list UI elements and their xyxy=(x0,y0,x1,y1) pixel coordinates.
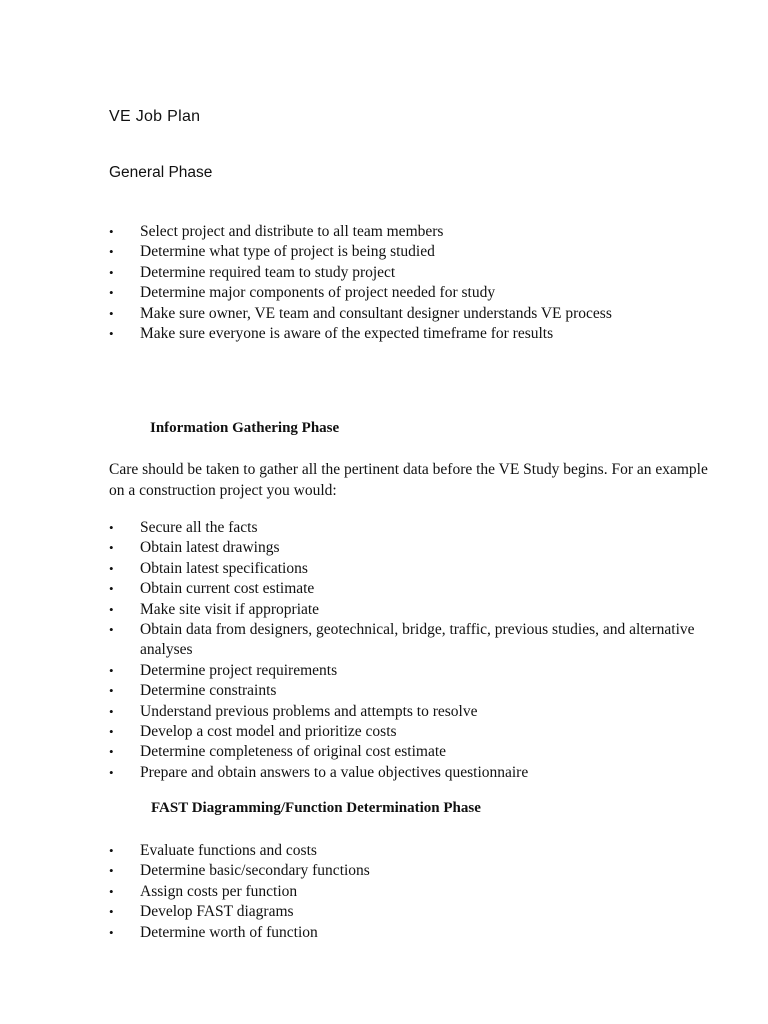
bullet-icon: • xyxy=(109,683,114,699)
bullet-icon: • xyxy=(109,305,114,321)
list-item-text: Secure all the facts xyxy=(140,519,258,536)
list-item-text: Make sure everyone is aware of the expected timeframe for results xyxy=(140,325,554,343)
bullet-icon: • xyxy=(109,264,114,280)
list-item-text: Assign costs per function xyxy=(140,882,298,900)
list-item xyxy=(108,661,700,681)
bullet-icon: • xyxy=(109,662,114,678)
list-item-text: Evaluate functions and costs xyxy=(140,842,317,859)
bullet-icon: • xyxy=(109,601,114,617)
list-item xyxy=(108,283,700,303)
bullet-icon: • xyxy=(109,764,114,780)
list-item-text: Prepare and obtain answers to a value objectives questionnaire xyxy=(140,763,529,781)
list-item-text: Make sure owner, VE team and consultant designer understands VE process xyxy=(140,304,612,322)
list-item-text: Obtain data from designers, geotechnical, bridge, traffic, previous studies, and alternative analyses xyxy=(140,621,695,659)
list-item xyxy=(108,620,700,661)
list-item xyxy=(108,538,700,558)
information-phase-intro: Care should be taken to gather all the pertinent data before the VE Study begins. For an example on a construction project you would: xyxy=(109,461,708,499)
bullet-icon: • xyxy=(109,244,114,260)
information-phase-list xyxy=(108,518,700,783)
list-item xyxy=(108,722,700,742)
list-item xyxy=(108,742,700,762)
list-item xyxy=(108,923,700,943)
list-item xyxy=(108,763,700,783)
bullet-icon: • xyxy=(109,285,114,301)
list-item-text: Determine what type of project is being studied xyxy=(140,243,435,261)
list-item-text: Make site visit if appropriate xyxy=(140,600,320,618)
general-phase-list xyxy=(108,222,700,344)
list-item-text: Determine project requirements xyxy=(140,661,338,679)
list-item xyxy=(108,600,700,620)
list-item xyxy=(108,559,700,579)
fast-phase-heading: FAST Diagramming/Function Determination Phase xyxy=(151,800,481,816)
list-item xyxy=(108,841,700,861)
list-item-text: Determine completeness of original cost estimate xyxy=(140,743,447,761)
list-item-text: Develop FAST diagrams xyxy=(140,903,294,921)
list-item-text: Determine worth of function xyxy=(140,923,318,941)
document-title: VE Job Plan xyxy=(109,108,201,125)
list-item-text: Determine basic/secondary functions xyxy=(140,862,370,880)
bullet-icon: • xyxy=(109,904,114,920)
bullet-icon: • xyxy=(109,540,114,556)
bullet-icon: • xyxy=(109,224,114,239)
list-item xyxy=(108,242,700,262)
list-item xyxy=(108,861,700,881)
list-item-text: Obtain current cost estimate xyxy=(140,580,315,598)
bullet-icon: • xyxy=(109,622,114,638)
list-item-text: Develop a cost model and prioritize costs xyxy=(140,723,397,741)
list-item xyxy=(108,324,700,344)
bullet-icon: • xyxy=(109,703,114,719)
list-item-text: Determine major components of project needed for study xyxy=(140,284,496,302)
list-item-text: Determine constraints xyxy=(140,682,277,700)
list-item-text: Select project and distribute to all team members xyxy=(140,223,444,240)
fast-phase-list xyxy=(108,841,700,943)
list-item-text: Understand previous problems and attempts to resolve xyxy=(140,702,478,720)
list-item-text: Determine required team to study project xyxy=(140,263,396,281)
list-item xyxy=(108,518,700,538)
bullet-icon: • xyxy=(109,724,114,740)
general-phase-heading: General Phase xyxy=(109,164,213,181)
list-item xyxy=(108,222,700,242)
bullet-icon: • xyxy=(109,326,114,342)
list-item xyxy=(108,902,700,922)
list-item xyxy=(108,263,700,283)
bullet-icon: • xyxy=(109,883,114,899)
list-item xyxy=(108,579,700,599)
bullet-icon: • xyxy=(109,843,114,858)
list-item xyxy=(108,882,700,902)
bullet-icon: • xyxy=(109,863,114,879)
list-item-text: Obtain latest drawings xyxy=(140,539,280,557)
list-item xyxy=(108,681,700,701)
bullet-icon: • xyxy=(109,744,114,760)
bullet-icon: • xyxy=(109,581,114,597)
bullet-icon: • xyxy=(109,924,114,940)
information-phase-heading: Information Gathering Phase xyxy=(150,420,340,436)
list-item xyxy=(108,304,700,324)
list-item xyxy=(108,702,700,722)
list-item-text: Obtain latest specifications xyxy=(140,559,308,577)
bullet-icon: • xyxy=(109,520,114,535)
bullet-icon: • xyxy=(109,560,114,576)
